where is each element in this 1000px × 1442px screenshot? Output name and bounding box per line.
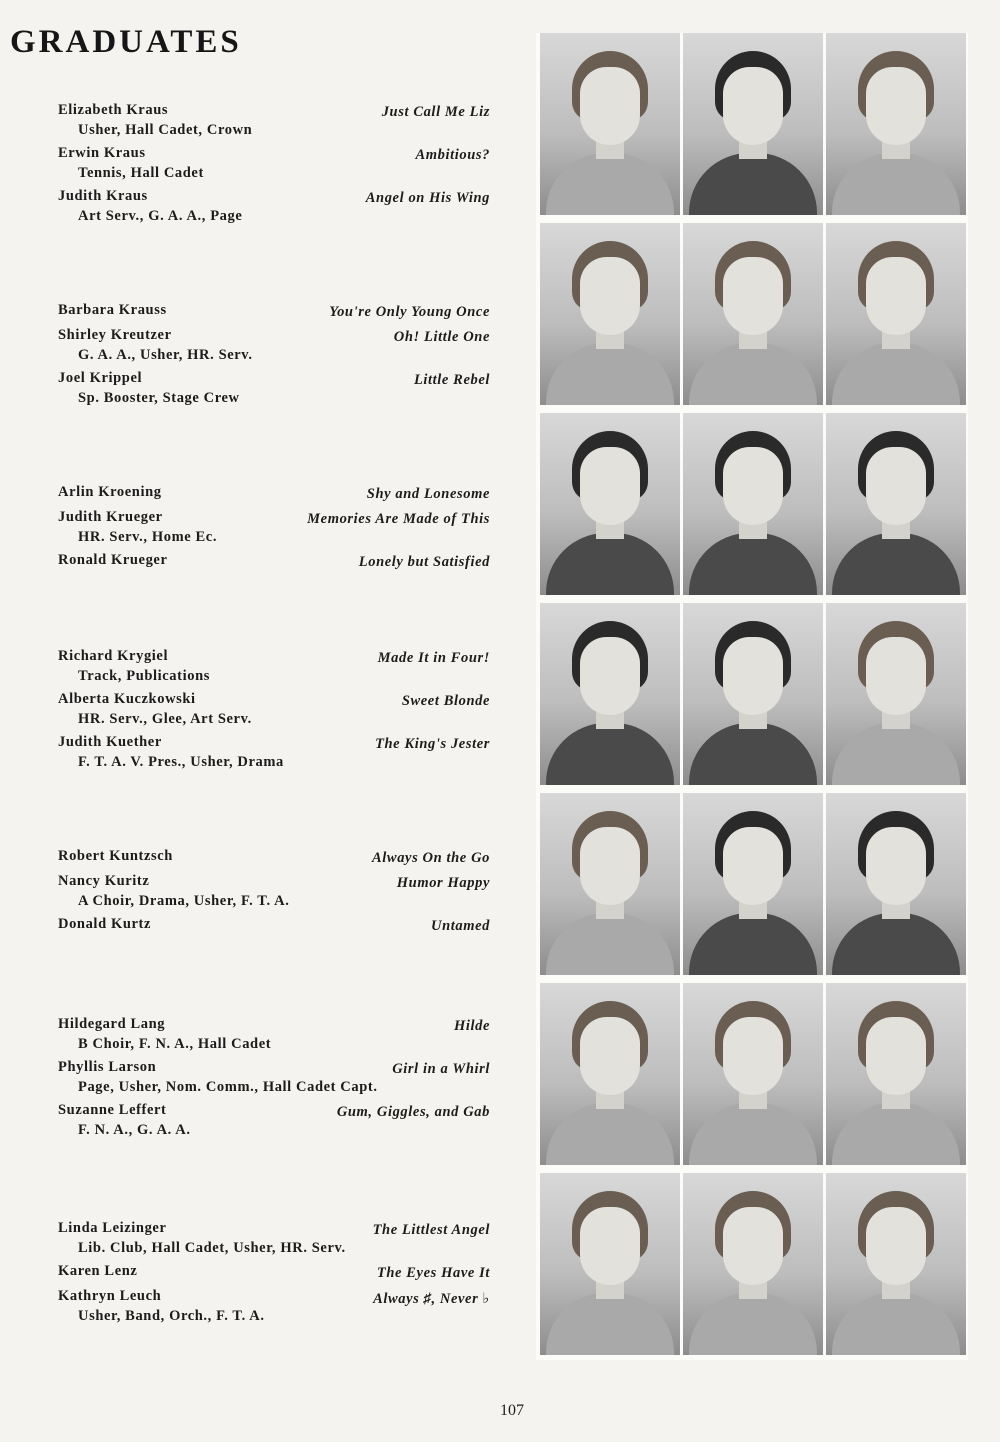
graduate-entry bbox=[56, 916, 490, 935]
student-activities: HR. Serv., Glee, Art Serv. bbox=[78, 711, 252, 727]
student-portrait bbox=[826, 223, 966, 405]
page-title: GRADUATES bbox=[10, 24, 242, 60]
student-name: Linda Leizinger bbox=[58, 1220, 167, 1236]
student-activities: Lib. Club, Hall Cadet, Usher, HR. Serv. bbox=[78, 1240, 346, 1256]
student-quote: Little Rebel bbox=[413, 372, 490, 388]
student-portrait bbox=[826, 1173, 966, 1355]
student-quote: Sweet Blonde bbox=[401, 693, 490, 709]
student-activities: Sp. Booster, Stage Crew bbox=[78, 390, 240, 406]
student-quote: Humor Happy bbox=[396, 875, 490, 891]
student-name: Phyllis Larson bbox=[58, 1059, 157, 1075]
student-portrait bbox=[826, 603, 966, 785]
student-name: Arlin Kroening bbox=[58, 484, 162, 500]
student-activities: Tennis, Hall Cadet bbox=[78, 165, 204, 181]
graduate-group bbox=[56, 102, 490, 231]
graduate-entry bbox=[56, 1288, 490, 1325]
student-quote: You're Only Young Once bbox=[329, 304, 490, 320]
student-name: Suzanne Leffert bbox=[58, 1102, 167, 1118]
student-name: Nancy Kuritz bbox=[58, 873, 150, 889]
student-quote: Lonely but Satisfied bbox=[358, 554, 490, 570]
graduate-entry bbox=[56, 848, 490, 867]
graduate-group bbox=[56, 648, 490, 777]
student-activities: G. A. A., Usher, HR. Serv. bbox=[78, 347, 253, 363]
student-quote: Angel on His Wing bbox=[365, 190, 490, 206]
student-quote: Made It in Four! bbox=[377, 650, 490, 666]
student-portrait bbox=[683, 983, 823, 1165]
portrait-grid bbox=[536, 33, 968, 1360]
student-portrait bbox=[826, 413, 966, 595]
student-activities: F. T. A. V. Pres., Usher, Drama bbox=[78, 754, 284, 770]
student-portrait bbox=[540, 793, 680, 975]
student-activities: Usher, Band, Orch., F. T. A. bbox=[78, 1308, 265, 1324]
student-activities: F. N. A., G. A. A. bbox=[78, 1122, 191, 1138]
graduate-entry bbox=[56, 188, 490, 225]
student-quote: Always On the Go bbox=[372, 850, 490, 866]
student-name: Robert Kuntzsch bbox=[58, 848, 173, 864]
graduate-group bbox=[56, 848, 490, 941]
student-quote: The King's Jester bbox=[375, 736, 490, 752]
student-portrait bbox=[683, 603, 823, 785]
student-name: Karen Lenz bbox=[58, 1263, 138, 1279]
student-quote: Untamed bbox=[431, 918, 490, 934]
student-quote: Shy and Lonesome bbox=[366, 486, 490, 502]
student-portrait bbox=[540, 223, 680, 405]
student-name: Erwin Kraus bbox=[58, 145, 146, 161]
student-portrait bbox=[540, 413, 680, 595]
student-portrait bbox=[540, 983, 680, 1165]
student-name: Judith Krueger bbox=[58, 509, 163, 525]
student-activities: Art Serv., G. A. A., Page bbox=[78, 208, 243, 224]
graduate-entry bbox=[56, 102, 490, 139]
graduate-entry bbox=[56, 873, 490, 910]
student-portrait bbox=[683, 793, 823, 975]
student-portrait bbox=[683, 1173, 823, 1355]
student-activities: A Choir, Drama, Usher, F. T. A. bbox=[78, 893, 290, 909]
graduate-entry bbox=[56, 648, 490, 685]
student-quote: Girl in a Whirl bbox=[392, 1061, 490, 1077]
student-portrait bbox=[826, 33, 966, 215]
student-quote: Gum, Giggles, and Gab bbox=[336, 1104, 490, 1120]
graduate-entry bbox=[56, 484, 490, 503]
student-activities: HR. Serv., Home Ec. bbox=[78, 529, 218, 545]
student-name: Judith Kraus bbox=[58, 188, 148, 204]
graduate-group bbox=[56, 1220, 490, 1331]
student-quote: The Eyes Have It bbox=[376, 1265, 490, 1281]
student-name: Ronald Krueger bbox=[58, 552, 168, 568]
student-name: Joel Krippel bbox=[58, 370, 143, 386]
student-portrait bbox=[540, 33, 680, 215]
graduate-entry bbox=[56, 1220, 490, 1257]
student-name: Judith Kuether bbox=[58, 734, 162, 750]
graduate-entry bbox=[56, 1059, 490, 1096]
student-name: Elizabeth Kraus bbox=[58, 102, 169, 118]
student-activities: Page, Usher, Nom. Comm., Hall Cadet Capt. bbox=[78, 1079, 378, 1095]
student-name: Barbara Krauss bbox=[58, 302, 167, 318]
student-name: Kathryn Leuch bbox=[58, 1288, 162, 1304]
graduate-entry bbox=[56, 509, 490, 546]
student-quote: Ambitious? bbox=[415, 147, 490, 163]
graduate-group bbox=[56, 484, 490, 577]
graduate-entry bbox=[56, 1102, 490, 1139]
student-name: Donald Kurtz bbox=[58, 916, 151, 932]
student-quote: Oh! Little One bbox=[393, 329, 490, 345]
student-activities: Track, Publications bbox=[78, 668, 210, 684]
student-portrait bbox=[540, 603, 680, 785]
graduate-entry bbox=[56, 302, 490, 321]
student-quote: Hilde bbox=[453, 1018, 490, 1034]
student-quote: Always ♯, Never ♭ bbox=[373, 1291, 490, 1307]
student-name: Shirley Kreutzer bbox=[58, 327, 172, 343]
student-portrait bbox=[826, 983, 966, 1165]
student-name: Alberta Kuczkowski bbox=[58, 691, 196, 707]
student-portrait bbox=[683, 413, 823, 595]
student-portrait bbox=[826, 793, 966, 975]
graduate-group bbox=[56, 302, 490, 413]
graduate-entry bbox=[56, 734, 490, 771]
graduate-entry bbox=[56, 1263, 490, 1282]
page-number: 107 bbox=[500, 1402, 524, 1419]
student-activities: B Choir, F. N. A., Hall Cadet bbox=[78, 1036, 272, 1052]
student-portrait bbox=[540, 1173, 680, 1355]
graduate-group bbox=[56, 1016, 490, 1145]
student-activities: Usher, Hall Cadet, Crown bbox=[78, 122, 253, 138]
student-quote: The Littlest Angel bbox=[372, 1222, 490, 1238]
student-quote: Memories Are Made of This bbox=[307, 511, 490, 527]
student-portrait bbox=[683, 223, 823, 405]
student-name: Hildegard Lang bbox=[58, 1016, 166, 1032]
graduate-entry bbox=[56, 370, 490, 407]
graduate-entry bbox=[56, 145, 490, 182]
graduate-entry bbox=[56, 552, 490, 571]
graduate-entry bbox=[56, 691, 490, 728]
student-portrait bbox=[683, 33, 823, 215]
graduate-entry bbox=[56, 327, 490, 364]
student-quote: Just Call Me Liz bbox=[381, 104, 490, 120]
student-name: Richard Krygiel bbox=[58, 648, 169, 664]
graduate-entry bbox=[56, 1016, 490, 1053]
